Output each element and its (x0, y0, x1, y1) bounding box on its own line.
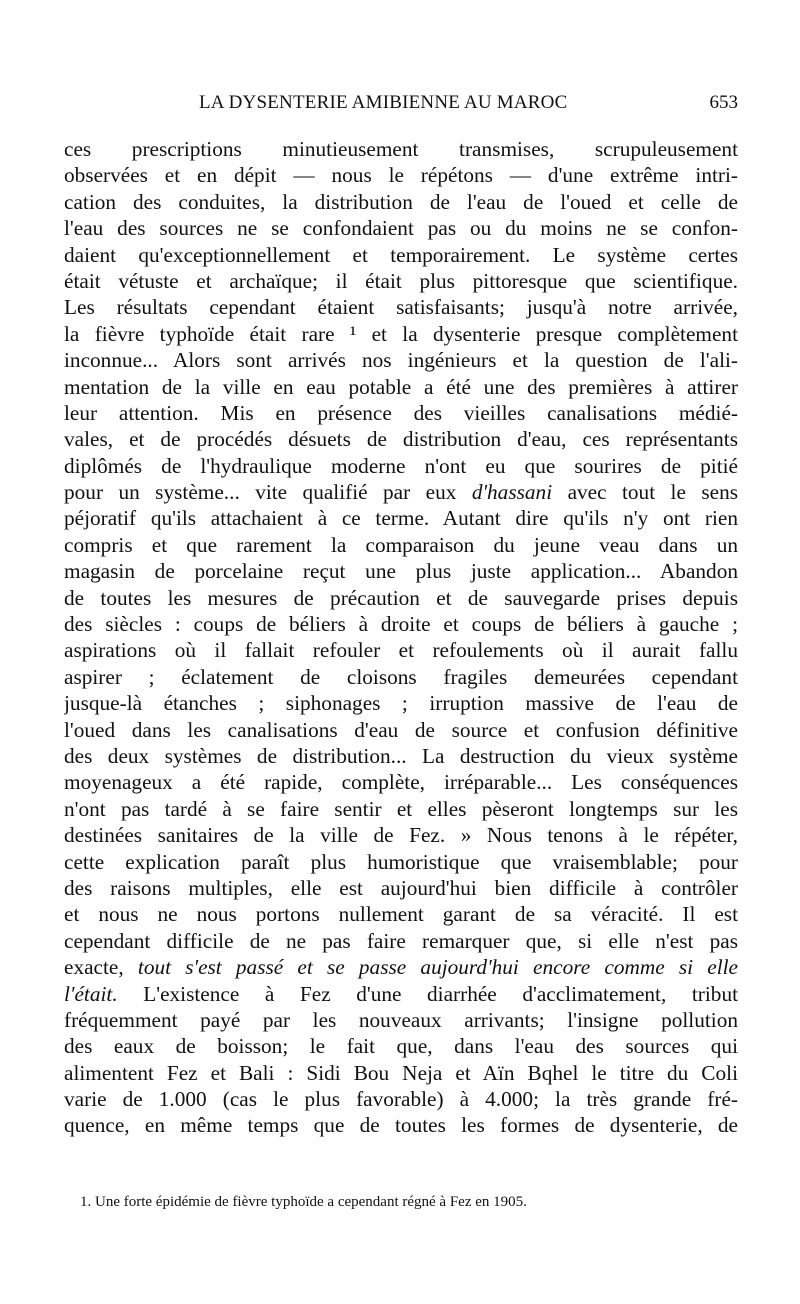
text-line: des eaux de boisson; le fait que, dans l'eau des sources qui (64, 1034, 738, 1059)
text-segment: L'existence à Fez d'une diarrhée d'acclimatement, tribut (143, 981, 738, 1006)
text-line: fréquemment payé par les nouveaux arrivants; l'insigne pollution (64, 1007, 738, 1032)
text-line: daient qu'exceptionnellement et temporairement. Le système certes (64, 242, 738, 267)
text-segment: avec tout le sens (567, 480, 738, 505)
text-line: cette explication paraît plus humoristique que vraisemblable; pour (64, 849, 738, 874)
running-head (64, 92, 738, 118)
italic-phrase: tout s'est passé et se passe aujourd'hui encore comme si elle (137, 955, 738, 980)
text-line: varie de 1.000 (cas le plus favorable) à 4.000; la très grande fré- (64, 1087, 738, 1112)
text-line: était vétuste et archaïque; il était plus pittoresque que scientifique. (64, 268, 738, 293)
italic-term: d'hassani (471, 480, 553, 505)
text-line-mixed (64, 479, 738, 505)
page-number: 653 (709, 92, 738, 113)
text-line: inconnue... Alors sont arrivés nos ingénieurs et la question de l'ali- (64, 348, 738, 373)
text-line: moyenageux a été rapide, complète, irréparable... Les conséquences (64, 770, 738, 795)
footnote: 1. Une forte épidémie de fièvre typhoïde a cependant régné à Fez en 1905. (80, 1194, 527, 1210)
text-line: cependant difficile de ne pas faire remarquer que, si elle n'est pas (64, 928, 738, 953)
text-segment: pour un système... vite qualifié par eux (64, 480, 457, 505)
text-line-mixed (64, 981, 738, 1007)
body-text (64, 136, 738, 1139)
text-line: aspirations où il fallait refouler et refoulements où il aurait fallu (64, 638, 738, 663)
text-line-mixed (64, 954, 738, 980)
running-title: LA DYSENTERIE AMIBIENNE AU MAROC (199, 92, 568, 113)
italic-phrase-end: l'était. (64, 981, 118, 1006)
text-line: alimentent Fez et Bali : Sidi Bou Neja et Aïn Bqhel le titre du Coli (64, 1060, 738, 1085)
text-line: ces prescriptions minutieusement transmises, scrupuleusement (64, 137, 738, 161)
text-segment: exacte, (64, 955, 124, 980)
text-line: l'eau des sources ne se confondaient pas ou du moins ne se confon- (64, 216, 738, 241)
text-line: quence, en même temps que de toutes les formes de dysenterie, de (64, 1113, 738, 1138)
text-line: compris et que rarement la comparaison du jeune veau dans un (64, 532, 738, 557)
text-line: magasin de porcelaine reçut une plus juste application... Abandon (64, 559, 738, 584)
text-line: des siècles : coups de béliers à droite et coups de béliers à gauche ; (64, 612, 738, 637)
text-line: des raisons multiples, elle est aujourd'hui bien difficile à contrôler (64, 875, 738, 900)
text-line: n'ont pas tardé à se faire sentir et elles pèseront longtemps sur les (64, 796, 738, 821)
text-line: mentation de la ville en eau potable a été une des premières à attirer (64, 374, 738, 399)
text-line: vales, et de procédés désuets de distribution d'eau, ces représentants (64, 427, 738, 452)
text-line: destinées sanitaires de la ville de Fez. » Nous tenons à le répéter, (64, 823, 738, 848)
text-line: la fièvre typhoïde était rare ¹ et la dysenterie presque complètement (64, 321, 738, 346)
text-line: observées et en dépit — nous le répétons — d'une extrême intri- (64, 163, 738, 188)
text-line: cation des conduites, la distribution de l'eau de l'oued et celle de (64, 189, 738, 214)
text-line: Les résultats cependant étaient satisfaisants; jusqu'à notre arrivée, (64, 295, 738, 320)
text-line: leur attention. Mis en présence des vieilles canalisations médié- (64, 400, 738, 425)
text-line: et nous ne nous portons nullement garant de sa véracité. Il est (64, 902, 738, 927)
text-line: de toutes les mesures de précaution et de sauvegarde prises depuis (64, 585, 738, 610)
text-line: diplômés de l'hydraulique moderne n'ont eu que sourires de pitié (64, 453, 738, 478)
text-line: péjoratif qu'ils attachaient à ce terme. Autant dire qu'ils n'y ont rien (64, 506, 738, 531)
text-line: aspirer ; éclatement de cloisons fragiles demeurées cependant (64, 664, 738, 689)
text-line: des deux systèmes de distribution... La destruction du vieux système (64, 743, 738, 768)
text-line: l'oued dans les canalisations d'eau de source et confusion définitive (64, 717, 738, 742)
text-line: jusque-là étanches ; siphonages ; irruption massive de l'eau de (64, 691, 738, 716)
